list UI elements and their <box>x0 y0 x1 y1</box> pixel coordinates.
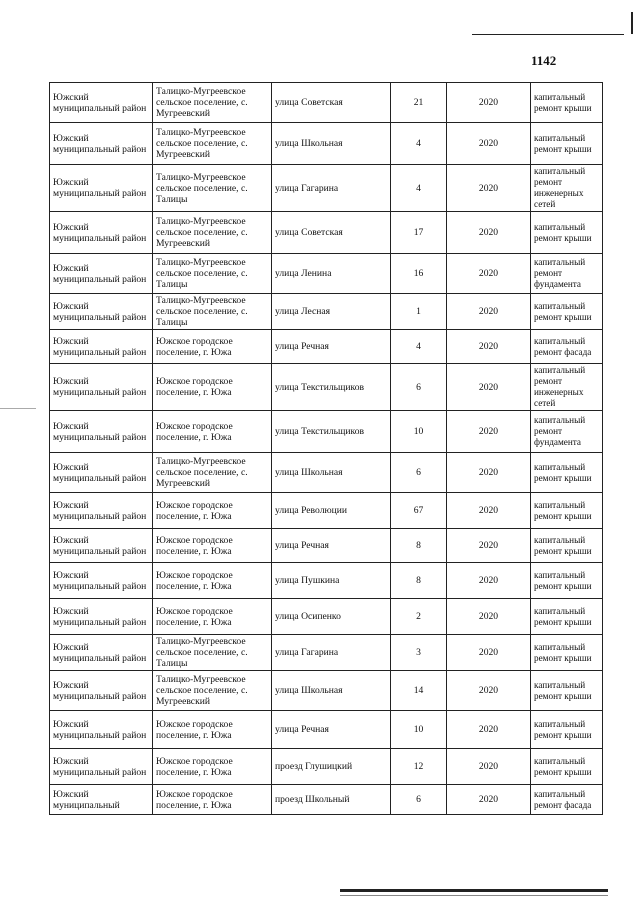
bottom-rule <box>340 889 608 892</box>
year-cell: 2020 <box>447 493 531 529</box>
year-cell: 2020 <box>447 711 531 749</box>
year-cell: 2020 <box>447 563 531 599</box>
street-cell: улица Школьная <box>272 671 391 711</box>
year-cell: 2020 <box>447 212 531 254</box>
left-margin-mark <box>0 408 36 409</box>
work-type-cell: капитальный ремонт крыши <box>531 635 603 671</box>
street-cell: улица Речная <box>272 711 391 749</box>
settlement-cell: Южское городское поселение, г. Южа <box>153 529 272 563</box>
registry-table <box>49 82 603 815</box>
street-cell: улица Текстильщиков <box>272 411 391 453</box>
settlement-cell: Южское городское поселение, г. Южа <box>153 493 272 529</box>
street-cell: улица Школьная <box>272 453 391 493</box>
street-cell: улица Гагарина <box>272 165 391 212</box>
house-number-cell: 2 <box>391 599 447 635</box>
district-cell: Южский муниципальный район <box>50 749 153 785</box>
house-number-cell: 12 <box>391 749 447 785</box>
settlement-cell: Южское городское поселение, г. Южа <box>153 563 272 599</box>
street-cell: улица Школьная <box>272 123 391 165</box>
settlement-cell: Талицко-Мугреевское сельское поселение, с. Мугреевский <box>153 453 272 493</box>
work-type-cell: капитальный ремонт фундамента <box>531 411 603 453</box>
street-cell: улица Речная <box>272 529 391 563</box>
work-type-cell: капитальный ремонт инженерных сетей <box>531 364 603 411</box>
house-number-cell: 4 <box>391 123 447 165</box>
year-cell: 2020 <box>447 83 531 123</box>
house-number-cell: 8 <box>391 529 447 563</box>
district-cell: Южский муниципальный район <box>50 254 153 294</box>
settlement-cell: Талицко-Мугреевское сельское поселение, с. Талицы <box>153 165 272 212</box>
work-type-cell: капитальный ремонт крыши <box>531 123 603 165</box>
district-cell: Южский муниципальный район <box>50 212 153 254</box>
house-number-cell: 21 <box>391 83 447 123</box>
street-cell: улица Лесная <box>272 294 391 330</box>
table-row <box>50 599 603 635</box>
table-row <box>50 671 603 711</box>
district-cell: Южский муниципальный район <box>50 123 153 165</box>
page-number: 1142 <box>531 53 557 68</box>
settlement-cell: Южское городское поселение, г. Южа <box>153 749 272 785</box>
table-row <box>50 165 603 212</box>
table-row <box>50 453 603 493</box>
house-number-cell: 14 <box>391 671 447 711</box>
year-cell: 2020 <box>447 785 531 815</box>
street-cell: улица Текстильщиков <box>272 364 391 411</box>
registry-body <box>50 83 603 815</box>
settlement-cell: Талицко-Мугреевское сельское поселение, с. Мугреевский <box>153 123 272 165</box>
table-row <box>50 529 603 563</box>
district-cell: Южский муниципальный район <box>50 411 153 453</box>
table-row <box>50 364 603 411</box>
year-cell: 2020 <box>447 364 531 411</box>
year-cell: 2020 <box>447 453 531 493</box>
year-cell: 2020 <box>447 529 531 563</box>
district-cell: Южский муниципальный район <box>50 493 153 529</box>
house-number-cell: 8 <box>391 563 447 599</box>
house-number-cell: 67 <box>391 493 447 529</box>
table-row <box>50 123 603 165</box>
street-cell: улица Осипенко <box>272 599 391 635</box>
table-row <box>50 785 603 815</box>
district-cell: Южский муниципальный район <box>50 671 153 711</box>
table-row <box>50 563 603 599</box>
settlement-cell: Южское городское поселение, г. Южа <box>153 364 272 411</box>
work-type-cell: капитальный ремонт крыши <box>531 563 603 599</box>
table-row <box>50 411 603 453</box>
table-row <box>50 330 603 364</box>
work-type-cell: капитальный ремонт крыши <box>531 493 603 529</box>
work-type-cell: капитальный ремонт крыши <box>531 711 603 749</box>
district-cell: Южский муниципальный район <box>50 294 153 330</box>
street-cell: улица Советская <box>272 212 391 254</box>
district-cell: Южский муниципальный район <box>50 165 153 212</box>
table-row <box>50 749 603 785</box>
district-cell: Южский муниципальный район <box>50 83 153 123</box>
table-row <box>50 294 603 330</box>
work-type-cell: капитальный ремонт инженерных сетей <box>531 165 603 212</box>
work-type-cell: капитальный ремонт крыши <box>531 212 603 254</box>
year-cell: 2020 <box>447 599 531 635</box>
settlement-cell: Талицко-Мугреевское сельское поселение, с. Мугреевский <box>153 212 272 254</box>
year-cell: 2020 <box>447 123 531 165</box>
street-cell: улица Ленина <box>272 254 391 294</box>
settlement-cell: Южское городское поселение, г. Южа <box>153 599 272 635</box>
work-type-cell: капитальный ремонт крыши <box>531 749 603 785</box>
settlement-cell: Талицко-Мугреевское сельское поселение, с. Талицы <box>153 635 272 671</box>
year-cell: 2020 <box>447 749 531 785</box>
table-row <box>50 212 603 254</box>
work-type-cell: капитальный ремонт крыши <box>531 671 603 711</box>
street-cell: улица Речная <box>272 330 391 364</box>
district-cell: Южский муниципальный район <box>50 711 153 749</box>
district-cell: Южский муниципальный район <box>50 364 153 411</box>
settlement-cell: Южское городское поселение, г. Южа <box>153 711 272 749</box>
street-cell: улица Пушкина <box>272 563 391 599</box>
year-cell: 2020 <box>447 411 531 453</box>
settlement-cell: Талицко-Мугреевское сельское поселение, с. Талицы <box>153 294 272 330</box>
work-type-cell: капитальный ремонт крыши <box>531 294 603 330</box>
house-number-cell: 6 <box>391 364 447 411</box>
table-row <box>50 711 603 749</box>
house-number-cell: 6 <box>391 785 447 815</box>
work-type-cell: капитальный ремонт крыши <box>531 599 603 635</box>
work-type-cell: капитальный ремонт фундамента <box>531 254 603 294</box>
year-cell: 2020 <box>447 294 531 330</box>
top-margin-mark <box>631 12 633 34</box>
district-cell: Южский муниципальный район <box>50 563 153 599</box>
year-cell: 2020 <box>447 671 531 711</box>
house-number-cell: 16 <box>391 254 447 294</box>
street-cell: улица Революции <box>272 493 391 529</box>
work-type-cell: капитальный ремонт крыши <box>531 529 603 563</box>
table-row <box>50 83 603 123</box>
street-cell: проезд Глушицкий <box>272 749 391 785</box>
house-number-cell: 3 <box>391 635 447 671</box>
table-row <box>50 635 603 671</box>
settlement-cell: Южское городское поселение, г. Южа <box>153 411 272 453</box>
work-type-cell: капитальный ремонт фасада <box>531 785 603 815</box>
settlement-cell: Южское городское поселение, г. Южа <box>153 330 272 364</box>
work-type-cell: капитальный ремонт крыши <box>531 83 603 123</box>
table-row <box>50 254 603 294</box>
street-cell: улица Гагарина <box>272 635 391 671</box>
year-cell: 2020 <box>447 165 531 212</box>
top-rule <box>472 34 624 35</box>
district-cell: Южский муниципальный район <box>50 330 153 364</box>
work-type-cell: капитальный ремонт крыши <box>531 453 603 493</box>
district-cell: Южский муниципальный район <box>50 529 153 563</box>
house-number-cell: 4 <box>391 330 447 364</box>
year-cell: 2020 <box>447 330 531 364</box>
bottom-rule-thin <box>340 895 608 896</box>
house-number-cell: 10 <box>391 711 447 749</box>
house-number-cell: 6 <box>391 453 447 493</box>
year-cell: 2020 <box>447 254 531 294</box>
house-number-cell: 1 <box>391 294 447 330</box>
settlement-cell: Талицко-Мугреевское сельское поселение, с. Мугреевский <box>153 83 272 123</box>
district-cell: Южский муниципальный район <box>50 453 153 493</box>
house-number-cell: 4 <box>391 165 447 212</box>
district-cell: Южский муниципальный <box>50 785 153 815</box>
district-cell: Южский муниципальный район <box>50 599 153 635</box>
settlement-cell: Южское городское поселение, г. Южа <box>153 785 272 815</box>
work-type-cell: капитальный ремонт фасада <box>531 330 603 364</box>
house-number-cell: 17 <box>391 212 447 254</box>
house-number-cell: 10 <box>391 411 447 453</box>
street-cell: проезд Школьный <box>272 785 391 815</box>
street-cell: улица Советская <box>272 83 391 123</box>
year-cell: 2020 <box>447 635 531 671</box>
settlement-cell: Талицко-Мугреевское сельское поселение, с. Мугреевский <box>153 671 272 711</box>
district-cell: Южский муниципальный район <box>50 635 153 671</box>
table-row <box>50 493 603 529</box>
settlement-cell: Талицко-Мугреевское сельское поселение, с. Талицы <box>153 254 272 294</box>
